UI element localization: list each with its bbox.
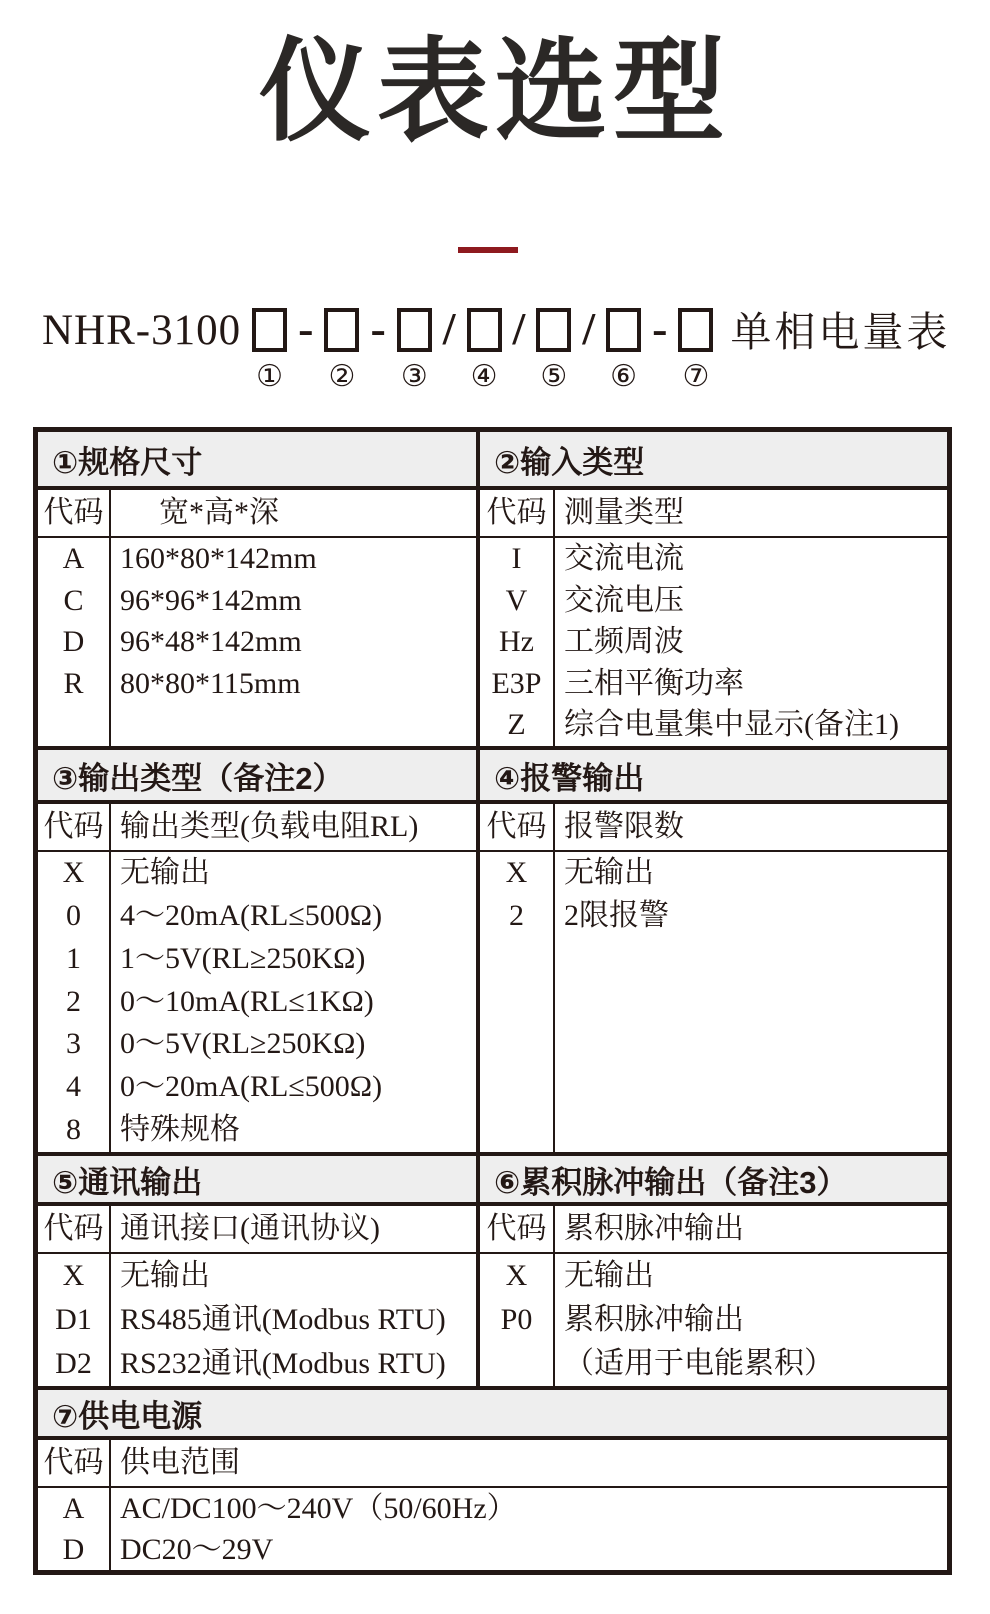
desc-cell: 96*96*142mm	[120, 583, 302, 617]
desc-cell: 1～5V(RL≥250KΩ)	[120, 941, 366, 975]
model-box-5	[536, 308, 571, 352]
section-header-7-label: ⑦供电电源	[52, 1398, 203, 1434]
desc-cell: （适用于电能累积）	[564, 1347, 834, 1380]
model-position-label-1: ①	[256, 360, 284, 393]
section-header-1-label: ①规格尺寸	[52, 444, 203, 480]
model-separator: -	[370, 303, 386, 354]
model-position-label-4: ④	[470, 360, 498, 393]
code-header-cell: 代码	[480, 1206, 555, 1252]
desc-cell: RS485通讯(Modbus RTU)	[120, 1303, 446, 1336]
model-box-7	[678, 308, 713, 352]
band-subheaders-3-4	[38, 804, 947, 852]
model-position-label-2: ②	[328, 360, 356, 393]
code-cell: X	[505, 856, 528, 889]
model-separator: /	[582, 303, 596, 354]
code-cell: 4	[66, 1070, 81, 1104]
model-position-label-6: ⑥	[610, 360, 638, 393]
section-header-3-label: ③输出类型（备注2）	[52, 760, 344, 796]
code-cell: R	[63, 666, 84, 700]
code-cell: Hz	[499, 625, 534, 659]
model-slot-6	[606, 308, 641, 393]
model-box-3	[397, 308, 432, 352]
desc-cell: 综合电量集中显示(备注1)	[564, 708, 899, 742]
band-data-3-4	[38, 852, 947, 1152]
band-headers-3-4	[38, 746, 947, 804]
desc-cell: 无输出	[564, 856, 654, 889]
desc-cell: 特殊规格	[120, 1113, 240, 1147]
desc-cell: 无输出	[120, 1259, 210, 1292]
code-cell: 0	[66, 898, 81, 932]
code-cell: 2	[509, 898, 524, 932]
code-cell: D	[62, 1533, 85, 1566]
code-header-cell: 代码	[38, 1440, 111, 1486]
band-headers-1-2	[38, 432, 947, 490]
desc-cell: 交流电流	[564, 542, 684, 575]
band-subheader-7	[38, 1440, 947, 1488]
desc-cell: 80*80*115mm	[120, 666, 301, 700]
section-header-4	[480, 750, 947, 800]
band-subheaders-1-2	[38, 490, 947, 538]
code-cell: 8	[66, 1113, 81, 1147]
model-slot-7	[678, 308, 713, 393]
code-cell: Z	[507, 708, 526, 742]
code-cell: E3P	[491, 666, 542, 700]
section-header-7	[38, 1390, 947, 1436]
desc-cell: AC/DC100～240V（50/60Hz）	[120, 1492, 517, 1525]
model-slot-3	[397, 308, 432, 393]
desc-cell: 2限报警	[564, 898, 669, 932]
code-cell: X	[62, 856, 85, 889]
code-header-cell: 代码	[38, 804, 111, 850]
code-cell: X	[62, 1259, 85, 1292]
code-cell: 2	[66, 984, 81, 1018]
desc-cell: 交流电压	[564, 583, 684, 617]
desc-header-cell: 累积脉冲输出	[564, 1212, 744, 1245]
band-headers-5-6	[38, 1152, 947, 1206]
section-header-2-label: ②输入类型	[494, 444, 645, 480]
desc-header-cell: 供电范围	[120, 1446, 240, 1479]
code-cell: 3	[66, 1027, 81, 1061]
code-cell: A	[62, 542, 85, 575]
code-cell: P0	[500, 1303, 533, 1336]
code-cell: D	[62, 625, 85, 659]
section-header-1	[38, 432, 480, 486]
section-header-3	[38, 750, 480, 800]
model-slot-1	[252, 308, 287, 393]
model-separator: -	[652, 303, 668, 354]
band-data-1-2	[38, 538, 947, 746]
model-box-1	[252, 308, 287, 352]
code-header-cell: 代码	[480, 804, 555, 850]
model-slot-2	[324, 308, 359, 393]
desc-header-cell: 报警限数	[564, 810, 684, 843]
desc-cell: 160*80*142mm	[120, 542, 317, 575]
section-header-6-label: ⑥累积脉冲输出（备注3）	[494, 1164, 848, 1200]
desc-header-cell: 宽*高*深	[159, 496, 279, 529]
desc-cell: 0～5V(RL≥250KΩ)	[120, 1027, 366, 1061]
code-cell: D2	[55, 1347, 92, 1380]
model-position-label-5: ⑤	[540, 360, 568, 393]
section-header-2	[480, 432, 947, 486]
desc-cell: RS232通讯(Modbus RTU)	[120, 1347, 446, 1380]
code-cell: C	[63, 583, 84, 617]
desc-cell: 4～20mA(RL≤500Ω)	[120, 898, 383, 932]
code-cell: V	[505, 583, 528, 617]
model-prefix: NHR-3100	[42, 307, 242, 354]
code-header-cell: 代码	[480, 490, 555, 536]
desc-cell: 0～20mA(RL≤500Ω)	[120, 1070, 383, 1104]
desc-cell: 无输出	[564, 1259, 654, 1292]
accent-dash	[458, 247, 518, 253]
model-code-line	[42, 303, 951, 393]
code-cell: 1	[66, 941, 81, 975]
code-cell: D1	[55, 1303, 92, 1336]
model-box-4	[467, 308, 502, 352]
band-subheaders-5-6	[38, 1206, 947, 1254]
section-header-5-label: ⑤通讯输出	[52, 1164, 203, 1200]
page-title: 仪表选型	[259, 29, 731, 154]
section-header-4-label: ④报警输出	[494, 760, 645, 796]
model-suffix: 单相电量表	[730, 309, 951, 355]
desc-cell: DC20～29V	[120, 1533, 274, 1566]
desc-cell: 三相平衡功率	[564, 666, 744, 700]
desc-header-cell: 测量类型	[564, 496, 684, 529]
model-box-6	[606, 308, 641, 352]
section-header-5	[38, 1156, 480, 1202]
desc-cell: 96*48*142mm	[120, 625, 302, 659]
selection-table	[33, 427, 952, 1575]
code-cell: I	[511, 542, 522, 575]
model-separator: -	[298, 303, 314, 354]
desc-cell: 0～10mA(RL≤1KΩ)	[120, 984, 374, 1018]
desc-cell: 工频周波	[564, 625, 684, 659]
code-header-cell: 代码	[38, 1206, 111, 1252]
model-box-2	[324, 308, 359, 352]
band-data-7	[38, 1488, 947, 1570]
model-position-label-3: ③	[400, 360, 428, 393]
desc-header-cell: 输出类型(负载电阻RL)	[120, 810, 419, 843]
model-position-label-7: ⑦	[682, 360, 710, 393]
section-header-6	[480, 1156, 947, 1202]
band-header-7	[38, 1386, 947, 1440]
code-header-cell: 代码	[38, 490, 111, 536]
desc-header-cell: 通讯接口(通讯协议)	[120, 1212, 380, 1245]
model-separator: /	[442, 303, 456, 354]
desc-cell: 无输出	[120, 856, 210, 889]
code-cell	[480, 1342, 553, 1386]
model-slot-4	[467, 308, 502, 393]
band-data-5-6	[38, 1254, 947, 1386]
desc-cell: 累积脉冲输出	[564, 1303, 744, 1336]
model-slot-5	[536, 308, 571, 393]
model-separator: /	[512, 303, 526, 354]
code-cell: X	[505, 1259, 528, 1292]
code-cell: A	[62, 1492, 85, 1525]
